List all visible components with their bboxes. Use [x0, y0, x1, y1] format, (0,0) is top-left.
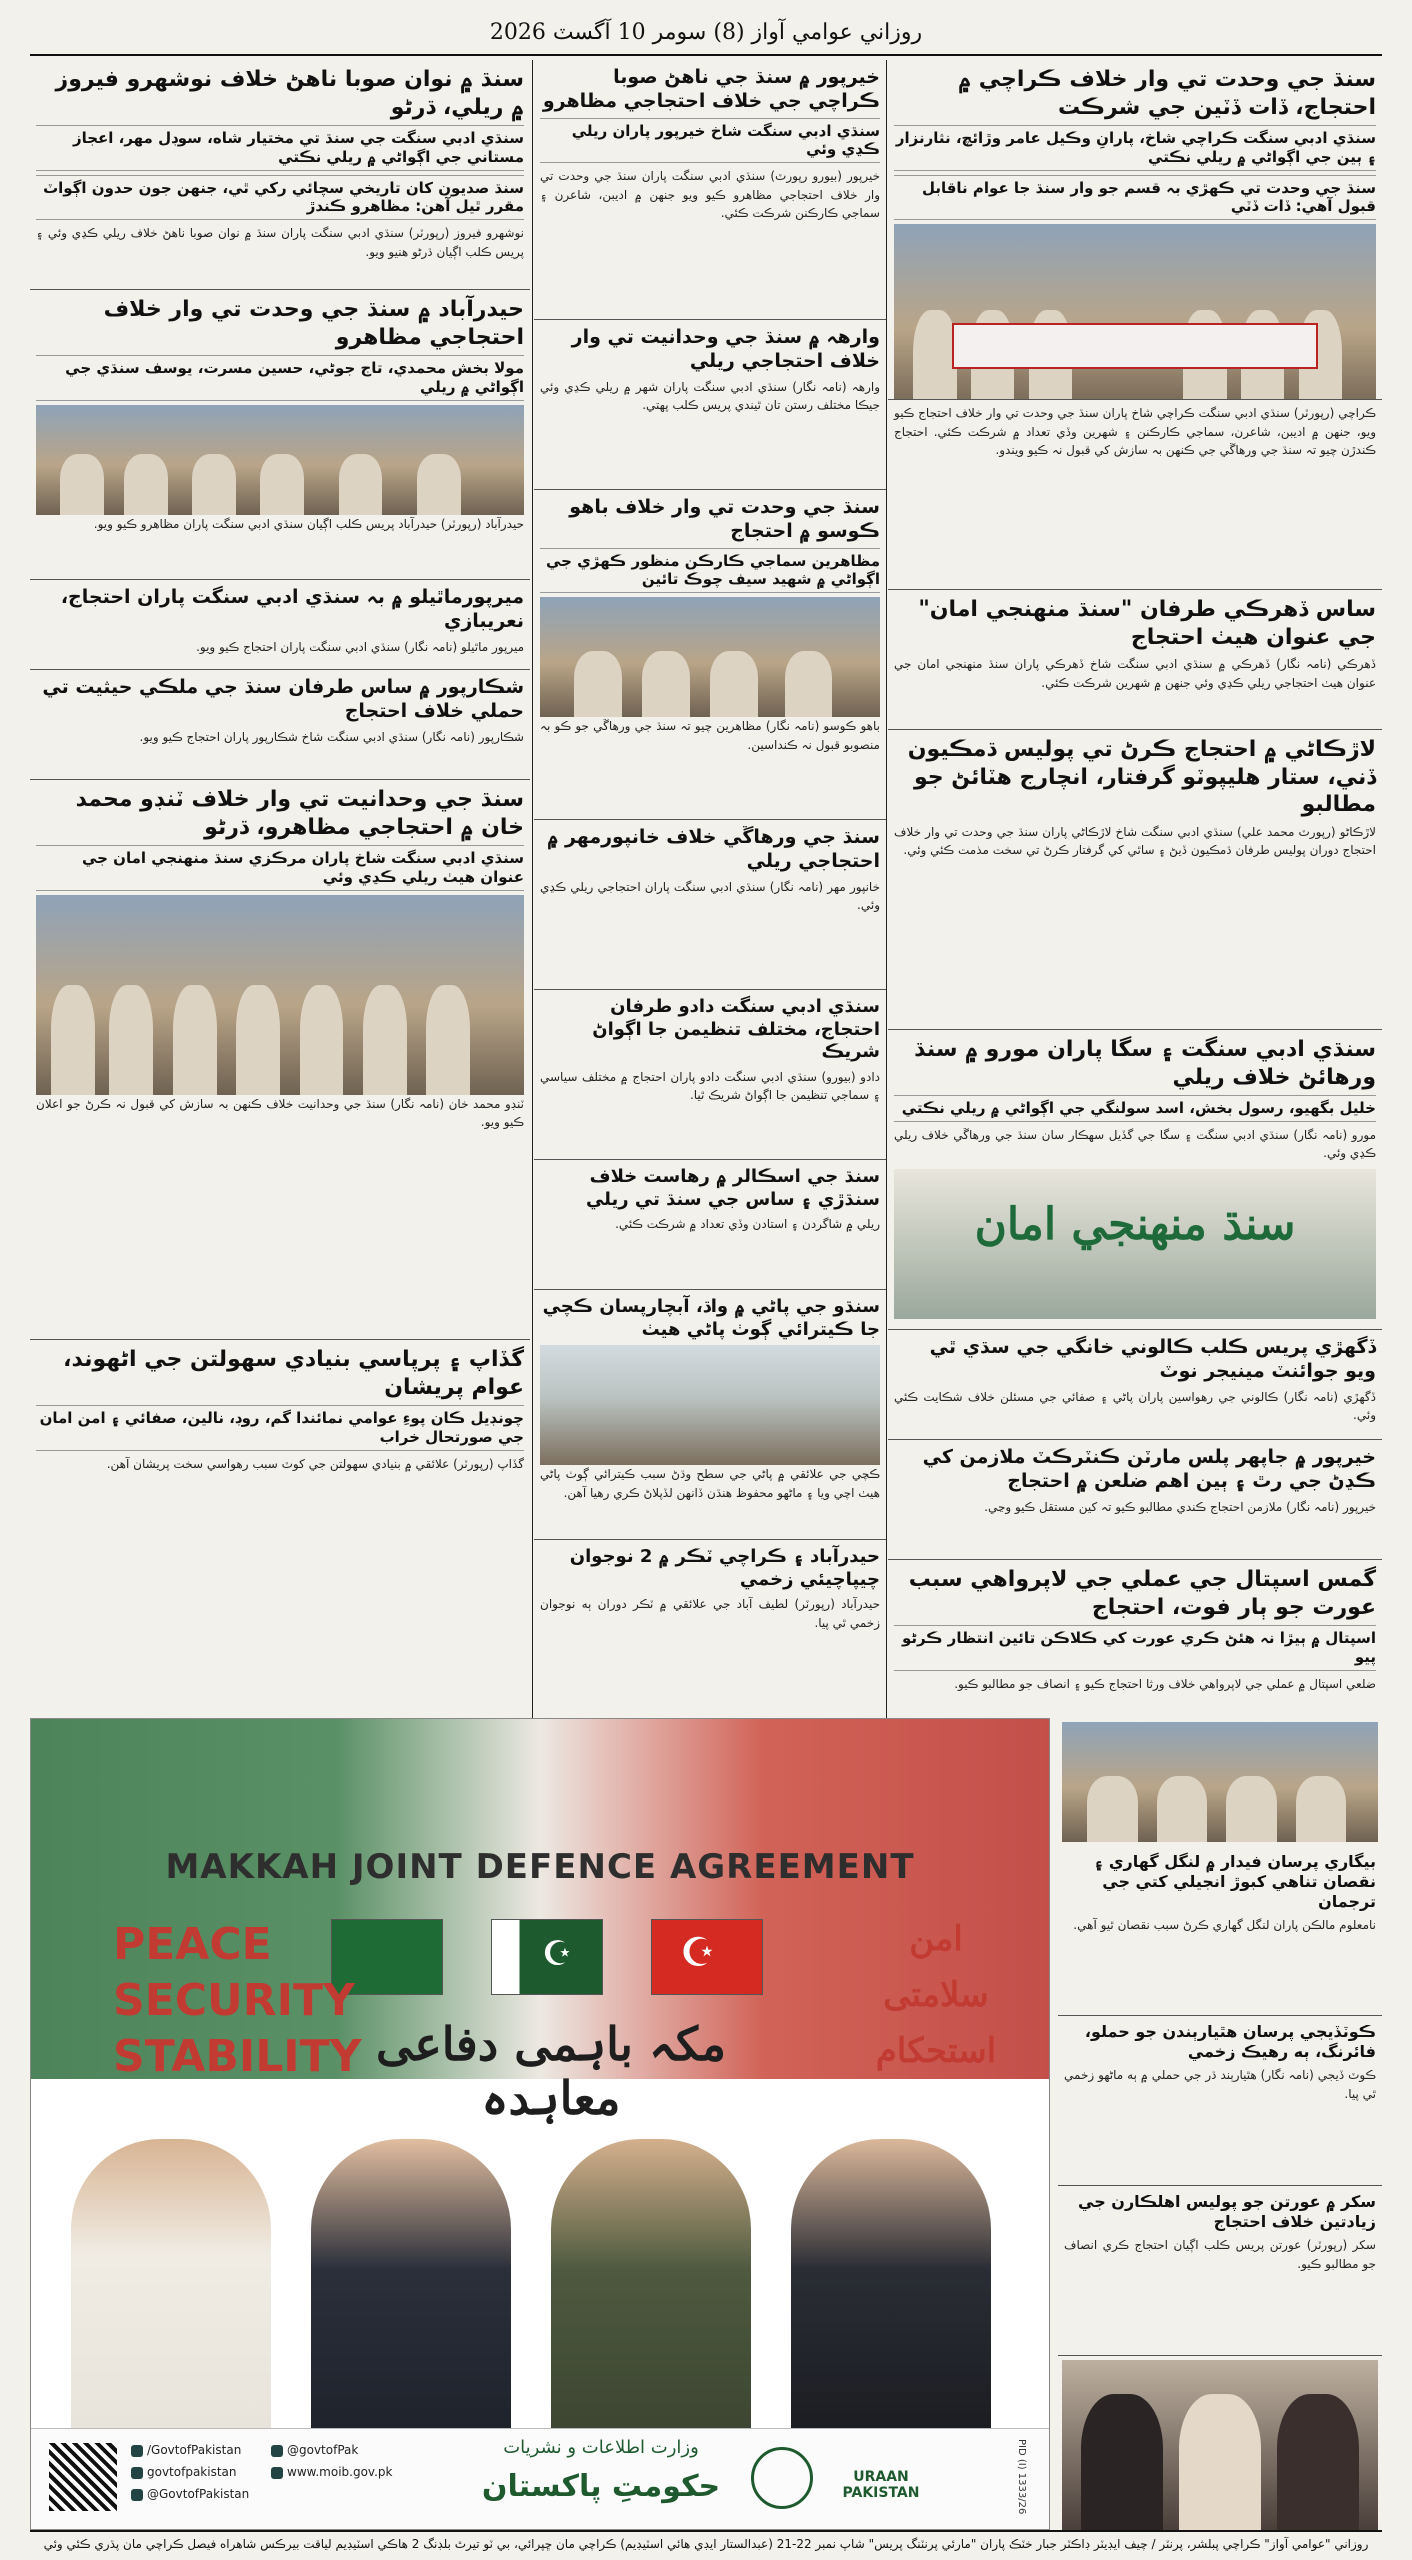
- story-sukkur-women: [1058, 2186, 1382, 2356]
- govt-emblem-icon: [751, 2447, 813, 2509]
- headline: خيرپور ۾ سنڌ جي ناهڻ صوبا ڪراچي جي خلاف احتجاجي مظاهرو: [542, 66, 880, 112]
- story-kot-diji: [1058, 2016, 1382, 2186]
- story-karachi-protest: [888, 60, 1382, 400]
- story-khairpur: [888, 1440, 1382, 1560]
- story-body: ڪچي جي علائقي ۾ پاڻي جي سطح وڌڻ سبب ڪيترائي ڳوٺ پاڻي هيٺ اچي ويا ۽ ماڻهو محفوظ هنڌن ڏانهن لڏپلاڻ ڪري رهيا آهن.: [540, 1467, 880, 1500]
- headline: بيگاري پرسان فيدار ۾ لنگل گهاري ۽ نقصان تناهي کبوڙ انجيلي کتي جي ترجمان: [1093, 1852, 1376, 1911]
- leader-portrait: [791, 2139, 991, 2429]
- story-body: ڪراچي (رپورٽر) سنڌي ادبي سنگت ڪراچي شاخ پاران سنڌ جي وحدت تي وار خلاف احتجاج ڪيو ويو، جنهن ۾ اديبن، شاعرن، سماجي ڪارڪنن ۽ شهرين وڏي تعداد ۾ شرڪت ڪئي. احتجاج ڪندڙن چيو تہ سنڌ جي ورهاڱي جي ڪنهن بہ سازش کي قبول نہ ڪيو ويندو.: [894, 406, 1376, 458]
- story-hyderabad-protest: [30, 290, 530, 580]
- story-body: مورو (نامہ نگار) سنڌي ادبي سنگت ۽ سگا جي گڏيل سهڪار سان سنڌ جي ورهاڱي خلاف ريلي ڪڍي وئي.: [894, 1127, 1376, 1161]
- qr-code-icon: [49, 2443, 117, 2511]
- facebook-icon: [131, 2445, 143, 2457]
- headline: خيرپور ۾ جاپھر پلس مارٽن ڪنٽرڪٽ ملازمن کي ڪڍڻ جي رٿ ۽ ٻين اهم ضلعن ۾ احتجاج: [922, 1446, 1376, 1492]
- headline: سنڌي ادبي سنگت دادو طرفان احتجاج، مختلف تنظيمن جا اڳواڻ شريڪ: [592, 996, 880, 1062]
- protest-photo: [1062, 1722, 1378, 1842]
- leader-portrait: [311, 2139, 511, 2429]
- story-body: وارهہ (نامہ نگار) سنڌي ادبي سنگت پاران شهر ۾ ريلي ڪڍي وئي جيڪا مختلف رستن تان ٿيندي پريس ڪلب پهتي.: [540, 379, 880, 413]
- ad-urdu-word: امن: [909, 1919, 963, 1959]
- subheadline: سنڌي ادبي سنگت ڪراچي شاخ، پارانِ وڪيل عامر وڙائچ، نثارنزار ۽ ٻين جي اڳواڻي ۾ ريلي نڪتي: [894, 125, 1376, 171]
- social-link[interactable]: @govtofPak: [271, 2443, 358, 2457]
- ad-title: MAKKAH JOINT DEFENCE AGREEMENT: [165, 1847, 915, 1887]
- story-indus-flood: [534, 1290, 886, 1540]
- ad-word-peace: PEACE: [113, 1919, 272, 1970]
- subheadline: مولا بخش محمدي، تاج جوڻي، حسين مسرت، يوسف سنڌي جي اڳواڻي ۾ ريلي: [36, 355, 524, 401]
- rally-photo: [894, 1169, 1376, 1319]
- story-hyderabad-collision: [534, 1540, 886, 1700]
- ad-footer: [31, 2428, 1049, 2529]
- headline: لاڙڪاڻي ۾ احتجاج ڪرڻ تي پوليس ڌمڪيون ڏني، ستار هليپوٽو گرفتار، انچارج هٽائڻ جو مطالبو: [907, 737, 1376, 817]
- story-dadu: [534, 990, 886, 1160]
- leader-portrait: [551, 2139, 751, 2429]
- story-scholar: [534, 1160, 886, 1290]
- subheadline: مظاهرين سماجي ڪارڪن منظور ڪهڙي جي اڳواڻي ۾ شهيد سيف چوڪ تائين: [540, 548, 880, 594]
- women-protest-photo: [1062, 2360, 1378, 2530]
- story-body: نامعلوم مالڪن پاران لنگل گهاري ڪرڻ سبب نقصان ٿيو آهي.: [1073, 1918, 1376, 1932]
- ministry-name: وزارت اطلاعات و نشریات: [503, 2437, 699, 2458]
- story-body: ريلي ۾ شاگردن ۽ استادن وڏي تعداد ۾ شرڪت ڪئي.: [615, 1217, 880, 1231]
- ad-urdu-title: مکہ باہمی دفاعی معاہدہ: [375, 2017, 726, 2125]
- protest-photo: [540, 597, 880, 717]
- story-body: شڪارپور (نامہ نگار) سنڌي ادبي سنگت شاخ شڪارپور پاران احتجاج ڪيو ويو.: [139, 729, 524, 744]
- instagram-icon: [131, 2467, 143, 2479]
- ad-urdu-word: سلامتی: [883, 1975, 989, 2015]
- story-shikarpur: [30, 670, 530, 780]
- story-khanpur-mahar: [534, 820, 886, 990]
- govt-name: حکومتِ پاکستان: [481, 2469, 721, 2504]
- masthead-bar: [30, 14, 1382, 56]
- headline: حيدرآباد ۽ ڪراچي ٽڪر ۾ 2 نوجوان چيپاچيئي زخمي: [569, 1546, 880, 1590]
- ad-word-security: SECURITY: [113, 1975, 355, 2026]
- turkey-flag-icon: ☪: [651, 1919, 763, 1995]
- story-body: ڏهرڪي (نامہ نگار) ڏهرڪي ۾ سنڌي ادبي سنگت شاخ ڏهرڪي پاران سنڌ منهنجي امان جي عنوان هيٺ احتجاجي ريلي ڪڍي وئي جنهن ۾ شهرين شرڪت ڪئي.: [894, 657, 1376, 690]
- youtube-icon: [131, 2489, 143, 2501]
- right-column: [888, 60, 1382, 1720]
- story-body: نوشهرو فيروز (رپورٽر) سنڌي ادبي سنگت پاران سنڌ ۾ نوان صوبا ناهڻ خلاف ريلي ڪڍي وئي ۽ پريس ڪلب اڳيان ڌرڻو هنيو ويو.: [36, 226, 524, 259]
- right-ad-column: [1058, 1718, 1382, 2530]
- banner-text-image: سنڌ منهنجي امان: [974, 1198, 1296, 1250]
- subheadline: سنڌ جي وحدت تي ڪهڙي بہ قسم جو وار سنڌ جا عوام ناقابل قبول آهي: ڏات ڏٽي: [894, 175, 1376, 221]
- story-gadap: [30, 1340, 530, 1720]
- protest-banner: [952, 323, 1318, 369]
- headline: ڪوٽڏيجي پرسان هٿيارٻندن جو حملو، فائرنگ، ٻه رهيڪ زخمي: [1084, 2022, 1376, 2061]
- headline: وارهہ ۾ سنڌ جي وحدانيت تي وار خلاف احتجاجي ريلي: [571, 326, 880, 372]
- subheadline: سنڌي ادبي سنگت شاخ خيرپور پاران ريلي ڪڍي وئي: [540, 118, 880, 164]
- uraan-logo: URAAN PAKISTAN: [842, 2469, 920, 2501]
- story-moro: [888, 1030, 1382, 1330]
- social-link[interactable]: govtofpakistan: [131, 2465, 237, 2479]
- subheadline: چونڊيل ڪان پوءِ عوامي نمائندا گم، روڊ، نالين، صفائي ۽ امن امان جي صورتحال خراب: [36, 1405, 524, 1451]
- story-body: ميرپور ماٿيلو (نامہ نگار) سنڌي ادبي سنگت پاران احتجاج ڪيو ويو.: [196, 639, 524, 654]
- headline: سنڌ جي ورهاڱي خلاف خانپورمهر ۾ احتجاجي ريلي: [547, 826, 880, 872]
- protest-photo: [36, 895, 524, 1095]
- headline: شڪارپور ۾ ساس طرفان سنڌ جي ملڪي حيثيت تي حملي خلاف احتجاج: [42, 676, 524, 722]
- story-larkana: [888, 730, 1382, 1030]
- story-body: حيدرآباد (رپورٽر) حيدرآباد پريس ڪلب اڳيان سنڌي ادبي سنگت پاران مظاهرو ڪيو ويو.: [93, 516, 524, 531]
- imprint-footer: روزاني "عوامي آواز" ڪراچي پبلشر، پرنٽر / چيف ايڊيٽر ڊاڪٽر جبار خٽڪ پاران "مارئي پرنٽنگ پريس" شاپ نمبر 22-21 (عبدالستار ايڊي هائي اسٽيڊيم) ڪراچي مان ڇپرائي، بي ٽو تيرٿ بلڊنگ 2 هاڪي اسٽيڊيم لياقت بيرڪس شاهراه فيصل ڪراچي مان پڌري ڪئي وئي: [30, 2530, 1382, 2558]
- subheadline: سنڌي ادبي سنگت جي سنڌ تي مختيار شاه، سوڊل مهر، اعجاز مستاني جي اڳواڻي ۾ ريلي نڪتي: [36, 125, 524, 171]
- story-baho-kosu: [534, 490, 886, 820]
- pid-number: PID (I) 1333/26: [1016, 2439, 1027, 2515]
- story-body: سکر (رپورٽر) عورتن پريس ڪلب اڳيان احتجاج ڪري انصاف جو مطالبو ڪيو.: [1064, 2238, 1376, 2271]
- subheadline: سنڌي ادبي سنگت شاخ پاران مرڪزي سنڌ منهنجي امان جي عنوان هيٺ ريلي ڪڍي وئي: [36, 845, 524, 891]
- social-link[interactable]: @GovtofPakistan: [131, 2487, 249, 2501]
- story-gims-hospital: [888, 1560, 1382, 1720]
- pakistan-flag-icon: ☪: [491, 1919, 603, 1995]
- headline: سنڌ جي وحدت تي وار خلاف ڪراچي ۾ احتجاج، ڏات ڏٽين جي شرڪت: [958, 67, 1376, 120]
- story-dighri: [888, 1330, 1382, 1440]
- story-body: ڏگھڙي (نامہ نگار) ڪالوني جي رهواسين پاران پاڻي ۽ صفائي جي مسئلن خلاف شڪايت ڪئي وئي.: [894, 1389, 1376, 1423]
- story-khairpur-protest: [534, 60, 886, 320]
- story-body: دادو (بيورو) سنڌي ادبي سنگت دادو پاران احتجاج ۾ مختلف سياسي ۽ سماجي تنظيمن جا اڳواڻ شريڪ ٿيا.: [540, 1069, 880, 1103]
- story-body: باهو ڪوسو (نامہ نگار) مظاهرين چيو تہ سنڌ جي ورهاڱي جو ڪو بہ منصوبو قبول نہ ڪنداسين.: [540, 719, 880, 752]
- story-body: ٽنڊو محمد خان (نامہ نگار) سنڌ جي وحدانيت خلاف ڪنهن بہ سازش کي قبول نہ ڪرڻ جو اعلان ڪيو ويو.: [36, 1096, 524, 1130]
- ad-word-stability: STABILITY: [113, 2031, 362, 2082]
- story-tando-muhammad-khan: [30, 780, 530, 1340]
- headline: ساس ڏهرڪي طرفان "سنڌ منهنجي امان" جي عنوان هيٺ احتجاج: [918, 597, 1376, 650]
- story-body: خيرپور (بيورو رپورٽ) سنڌي ادبي سنگت پاران سنڌ جي وحدت تي وار خلاف احتجاجي مظاهرو ڪيو ويو جنهن ۾ اديبن، شاعرن ۽ سماجي ڪارڪنن شرڪت ڪئي.: [540, 169, 880, 221]
- left-column: [30, 60, 530, 1720]
- govt-advertisement: [30, 1718, 1050, 2530]
- column-divider: [886, 60, 887, 1720]
- headline: ڏگھڙي پريس ڪلب ڪالوني خانگي جي سڌي ٿي ويو جوائنٽ مينيجر نوٽ: [929, 1336, 1376, 1382]
- leader-portrait: [71, 2139, 271, 2429]
- headline: سنڌو جي پاڻي ۾ واڌ، آبچارپسان ڪچي جا ڪيترائي ڳوٺ پاڻي هيٺ: [542, 1296, 880, 1340]
- headline: سنڌ جي وحدت تي وار خلاف باهو ڪوسو ۾ احتجاج: [569, 496, 880, 542]
- flood-photo: [540, 1345, 880, 1465]
- website-link[interactable]: www.moib.gov.pk: [271, 2465, 392, 2479]
- story-begari: [1058, 1846, 1382, 2016]
- headline: سنڌي ادبي سنگت ۽ سگا پاران مورو ۾ سنڌ ورهائڻ خلاف ريلي: [914, 1037, 1376, 1090]
- headline: گڏاپ ۽ پرپاسي بنيادي سهولتن جي اڻهوند، عوام پريشان: [63, 1347, 524, 1400]
- story-body: حيدرآباد (رپورٽر) لطيف آباد جي علائقي ۾ ٽڪر دوران ٻه نوجوان زخمي ٿي پيا.: [540, 1597, 880, 1630]
- headline: سنڌ جي وحدانيت تي وار خلاف ٽنڊو محمد خان ۾ احتجاجي مظاهرو، ڌرڻو: [75, 787, 524, 840]
- story-body: ضلعي اسپتال ۾ عملي جي لاپرواهي خلاف ورثا احتجاج ڪيو ۽ انصاف جو مطالبو ڪيو.: [954, 1676, 1376, 1691]
- story-body: خانپور مهر (نامہ نگار) سنڌي ادبي سنگت پاران احتجاجي ريلي ڪڍي وئي.: [540, 879, 880, 913]
- story-naushahro-feroz: [30, 60, 530, 290]
- middle-column: [534, 60, 886, 1720]
- globe-icon: [271, 2467, 283, 2479]
- protest-photo: [36, 405, 524, 515]
- ad-urdu-word: استحکام: [875, 2031, 997, 2071]
- social-link[interactable]: /GovtofPakistan: [131, 2443, 241, 2457]
- masthead-title: روزاني عوامي آواز (8) سومر 10 آگسٽ 2026: [489, 20, 923, 45]
- story-body: لاڙڪاڻو (رپورٽ محمد علي) سنڌي ادبي سنگت شاخ لاڙڪاڻي پاران سنڌ جي وحدت تي وار خلاف احتجاج دوران پوليس طرفان ڌمڪيون ڏيڻ ۽ ساٿي کي گرفتار ڪرڻ تي سخت مذمت ڪئي وئي.: [894, 824, 1376, 858]
- story-body: خيرپور (نامہ نگار) ملازمن احتجاج ڪندي مطالبو ڪيو تہ کين مستقل ڪيو وڃي.: [984, 1499, 1376, 1514]
- subheadline: خليل بگھيو، رسول بخش، اسد سولنگي جي اڳواڻي ۾ ريلي نڪتي: [894, 1095, 1376, 1122]
- subheadline: اسپتال ۾ ٻيڙا نہ هئڻ ڪري عورت کي ڪلاڪن تائين انتظار ڪرڻو پيو: [894, 1625, 1376, 1671]
- protest-photo: [894, 224, 1376, 400]
- column-divider: [532, 60, 533, 1720]
- subheadline: سنڌ صديون کان تاريخي سچائي رکي ٿي، جنهن جون حدون اڳواٽ مقرر ٿيل آهن: مظاهرو ڪندڙ: [36, 175, 524, 221]
- headline: ميرپورماٿيلو ۾ بہ سنڌي ادبي سنگت پاران احتجاج، نعريبازي: [60, 586, 524, 632]
- story-body: ڪوٽ ڏيجي (نامہ نگار) هٿيارٻند ڌر جي حملي ۾ ٻه ماڻهو زخمي ٿي پيا.: [1064, 2068, 1376, 2101]
- story-warah: [534, 320, 886, 490]
- story-mirpur-mathelo: [30, 580, 530, 670]
- story-body: گڏاپ (رپورٽر) علائقي ۾ بنيادي سهولتن جي کوٽ سبب رهواسي سخت پريشان آهن.: [106, 1456, 524, 1471]
- headline: حيدرآباد ۾ سنڌ جي وحدت تي وار خلاف احتجاجي مظاهرو: [103, 297, 524, 350]
- x-icon: [271, 2445, 283, 2457]
- story-daharki: [888, 590, 1382, 730]
- headline: سنڌ جي اسڪالر ۾ رهاست خلاف سنڌڙي ۽ ساس جي سنڌ تي ريلي: [585, 1166, 880, 1210]
- headline: سکر ۾ عورتن جو پوليس اهلڪارن جي زيادتين خلاف احتجاج: [1078, 2192, 1376, 2231]
- headline: سنڌ ۾ نوان صوبا ناهڻ خلاف نوشهرو فيروز ۾ ريلي، ڌرڻو: [55, 67, 524, 120]
- headline: گمس اسپتال جي عملي جي لاپرواهي سبب عورت جو ٻار فوت، احتجاج: [908, 1567, 1376, 1620]
